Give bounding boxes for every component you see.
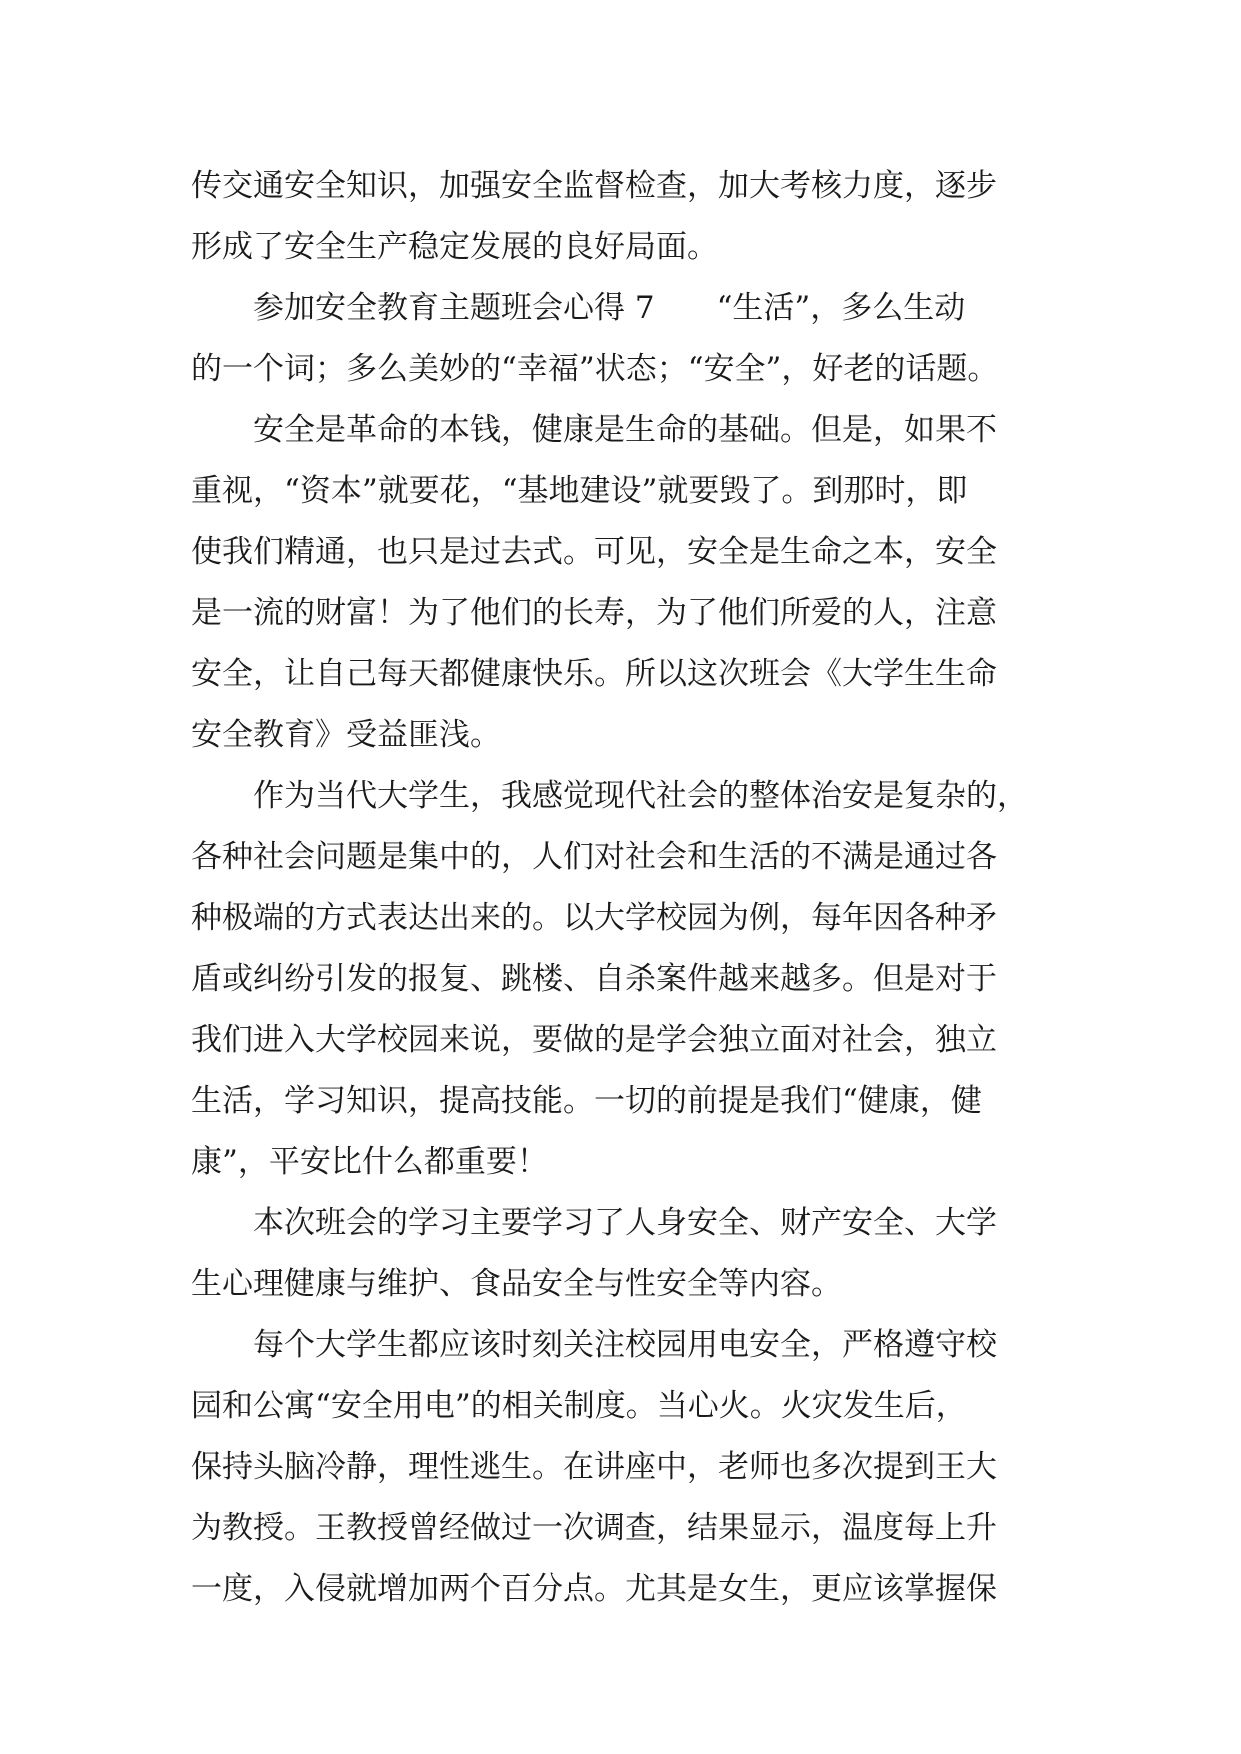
- text-line: 一度，入侵就增加两个百分点。尤其是女生，更应该掌握保: [191, 1571, 997, 1607]
- text-line: 作为当代大学生，我感觉现代社会的整体治安是复杂的，: [191, 778, 1028, 814]
- text-line: 为教授。王教授曾经做过一次调查，结果显示，温度每上升: [191, 1510, 997, 1546]
- text-line: 传交通安全知识，加强安全监督检查，加大考核力度，逐步: [191, 168, 997, 204]
- text-line: 我们进入大学校园来说，要做的是学会独立面对社会，独立: [191, 1022, 997, 1058]
- text-line: 康”，平安比什么都重要！: [191, 1144, 548, 1180]
- text-line: 保持头脑冷静，理性逃生。在讲座中，老师也多次提到王大: [191, 1449, 997, 1485]
- text-line: 使我们精通，也只是过去式。可见，安全是生命之本，安全: [191, 534, 997, 570]
- text-line: 盾或纠纷引发的报复、跳楼、自杀案件越来越多。但是对于: [191, 961, 997, 997]
- text-line: 参加安全教育主题班会心得 7 “生活”，多么生动: [191, 290, 966, 326]
- text-line: 生心理健康与维护、食品安全与性安全等内容。: [191, 1266, 842, 1302]
- text-line: 安全教育》受益匪浅。: [191, 717, 501, 753]
- text-line: 本次班会的学习主要学习了人身安全、财产安全、大学: [191, 1205, 997, 1241]
- text-line: 的一个词；多么美妙的“幸福”状态；“安全”，好老的话题。: [191, 351, 999, 387]
- body-text: [191, 156, 1051, 1620]
- text-line: 形成了安全生产稳定发展的良好局面。: [191, 229, 718, 265]
- text-line: 各种社会问题是集中的，人们对社会和生活的不满是通过各: [191, 839, 997, 875]
- text-line: 园和公寓“安全用电”的相关制度。当心火。火灾发生后，: [191, 1388, 967, 1424]
- text-line: 安全，让自己每天都健康快乐。所以这次班会《大学生生命: [191, 656, 997, 692]
- text-line: 每个大学生都应该时刻关注校园用电安全，严格遵守校: [191, 1327, 997, 1363]
- text-line: 种极端的方式表达出来的。以大学校园为例，每年因各种矛: [191, 900, 997, 936]
- text-line: 重视，“资本”就要花，“基地建设”就要毁了。到那时，即: [191, 473, 968, 509]
- text-line: 生活，学习知识，提高技能。一切的前提是我们“健康，健: [191, 1083, 982, 1119]
- text-line: 是一流的财富！为了他们的长寿，为了他们所爱的人，注意: [191, 595, 997, 631]
- text-line: 安全是革命的本钱，健康是生命的基础。但是，如果不: [191, 412, 997, 448]
